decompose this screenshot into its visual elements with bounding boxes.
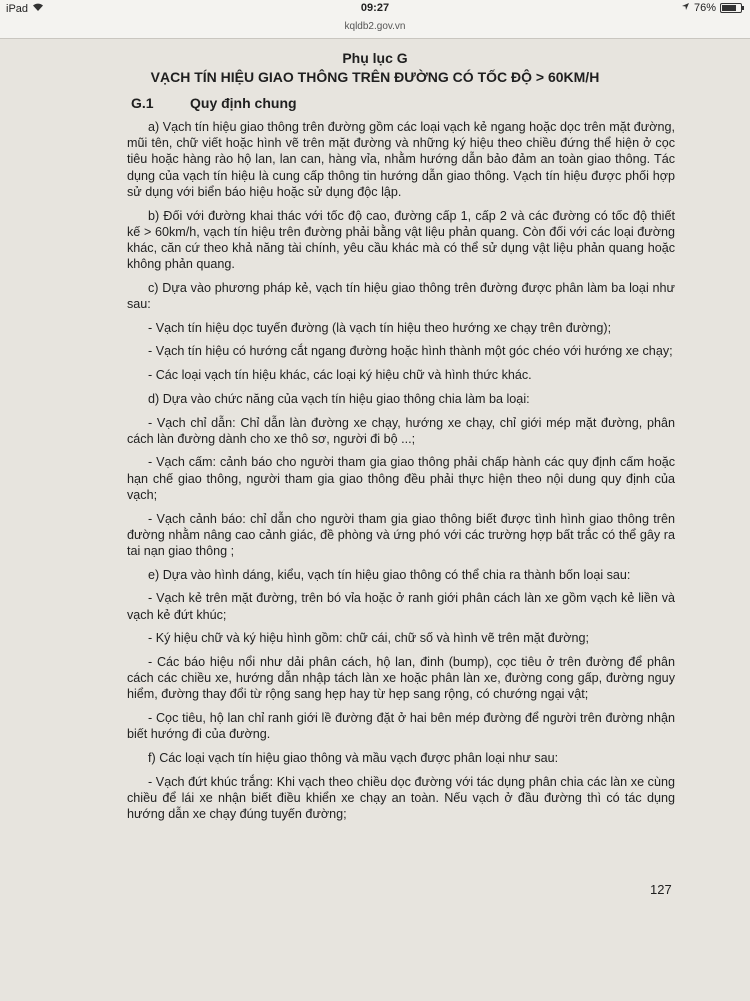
paragraph: d) Dựa vào chức năng của vạch tín hiệu giao thông chia làm ba loại:: [148, 391, 530, 406]
section-number: G.1: [131, 95, 154, 111]
location-arrow-icon: [681, 2, 690, 14]
document-body: [127, 119, 675, 830]
device-label: iPad: [6, 2, 29, 15]
paragraph: f) Các loại vạch tín hiệu giao thông và mầu vạch được phân loại như sau:: [148, 751, 559, 765]
battery-icon: [720, 3, 742, 13]
page-number: 127: [650, 882, 672, 897]
paragraph: c) Dựa vào phương pháp kẻ, vạch tín hiệu giao thông trên đường được phân làm ba loại như sau:: [127, 280, 675, 312]
paragraph: - Ký hiệu chữ và ký hiệu hình gồm: chữ cái, chữ số và hình vẽ trên mặt đường;: [148, 631, 589, 646]
paragraph: - Vạch chỉ dẫn: Chỉ dẫn làn đường xe chạy, hướng xe chạy, chỉ giới mép mặt đường, phân cách làn đường dành cho xe thô sơ, người đi bộ ...;: [127, 415, 675, 446]
appendix-label: Phụ lục G: [342, 50, 408, 66]
paragraph: - Các báo hiệu nổi như dải phân cách, hộ lan, đinh (bump), cọc tiêu ở trên đường để phân cách các chiều xe, hướng dẫn nhập tách làn xe hoặc phân làn xe, đường cong gấp, đường nguy hiểm, đường thay đổi từ rộng sang hẹp hay từ hẹp sang rộng, có chướng ngại vật;: [127, 654, 675, 702]
paragraph: - Vạch cảnh báo: chỉ dẫn cho người tham gia giao thông biết được tình hình giao thông trên đường nhằm nâng cao cảnh giác, đề phòng và ứng phó với các trường hợp bất trắc có thể gây ra tai nạn giao thông ;: [127, 511, 675, 558]
paragraph: - Vạch tín hiệu dọc tuyến đường (là vạch tín hiệu theo hướng xe chạy trên đường);: [148, 320, 612, 335]
paragraph: - Cọc tiêu, hộ lan chỉ ranh giới lề đường đặt ở hai bên mép đường để người trên đường nhận biết hướng đi của đường.: [127, 711, 675, 742]
paragraph: e) Dựa vào hình dáng, kiểu, vạch tín hiệu giao thông có thể chia ra thành bốn loại sau:: [148, 567, 631, 582]
section-title: Quy định chung: [190, 95, 297, 111]
paragraph: b) Đối với đường khai thác với tốc độ cao, đường cấp 1, cấp 2 và các đường có tốc độ thiết kế > 60km/h, vạch tín hiệu trên đường phải bằng vật liệu phản quang. Còn đối với các loại đường khác, căn cứ theo khả năng tài chính, yêu cầu khác mà có thể sử dụng vật liệu phản quang hoặc không phản quang.: [127, 208, 675, 272]
status-time: 09:27: [360, 2, 390, 14]
paragraph: - Vạch đứt khúc trắng: Khi vạch theo chiều dọc đường với tác dụng phân chia các làn xe cùng chiều để lái xe nhận biết điều khiển xe chạy an toàn. Nếu vạch ở đầu đường thì có tác dụng hướng dẫn xe chạy đúng tuyến đường;: [127, 774, 675, 822]
status-bar: [0, 0, 750, 18]
paragraph: - Vạch cấm: cảnh báo cho người tham gia giao thông phải chấp hành các quy định cấm hoặc hạn chế giao thông, người tham gia giao thông đều phải thực hiện theo nội dung quy định của vạch;: [127, 455, 675, 502]
paragraph: - Vạch tín hiệu có hướng cắt ngang đường hoặc hình thành một góc chéo với hướng xe chạy;: [148, 344, 673, 359]
document-page[interactable]: [0, 39, 750, 1001]
document-title: VẠCH TÍN HIỆU GIAO THÔNG TRÊN ĐƯỜNG CÓ TỐC ĐỘ > 60KM/H: [150, 69, 600, 85]
paragraph: - Các loại vạch tín hiệu khác, các loại ký hiệu chữ và hình thức khác.: [148, 368, 532, 383]
paragraph: - Vạch kẻ trên mặt đường, trên bó vỉa hoặc ở ranh giới phân cách làn xe gồm vạch kẻ liền và vạch kẻ đứt khúc;: [127, 591, 675, 622]
battery-percent: 76%: [693, 2, 716, 14]
url-text[interactable]: kqldb2.gov.vn: [344, 21, 406, 32]
url-bar[interactable]: [0, 18, 750, 39]
paragraph: a) Vạch tín hiệu giao thông trên đường gồm các loại vạch kẻ ngang hoặc dọc trên mặt đường, mũi tên, chữ viết hoặc hình vẽ trên mặt đường và những ký hiệu theo chiều đứng thể hiện ở cọc tiêu hoặc hàng rào hộ lan, lan can, hàng vỉa, nhằm hướng dẫn bảo đảm an toàn giao thông. Tác dụng của vạch tín hiệu là cung cấp thông tin hướng dẫn giao thông. Vạch tín hiệu được phối hợp sử dụng với biển báo hiệu hoặc sử dụng độc lập.: [127, 120, 675, 199]
status-right: [681, 2, 742, 14]
